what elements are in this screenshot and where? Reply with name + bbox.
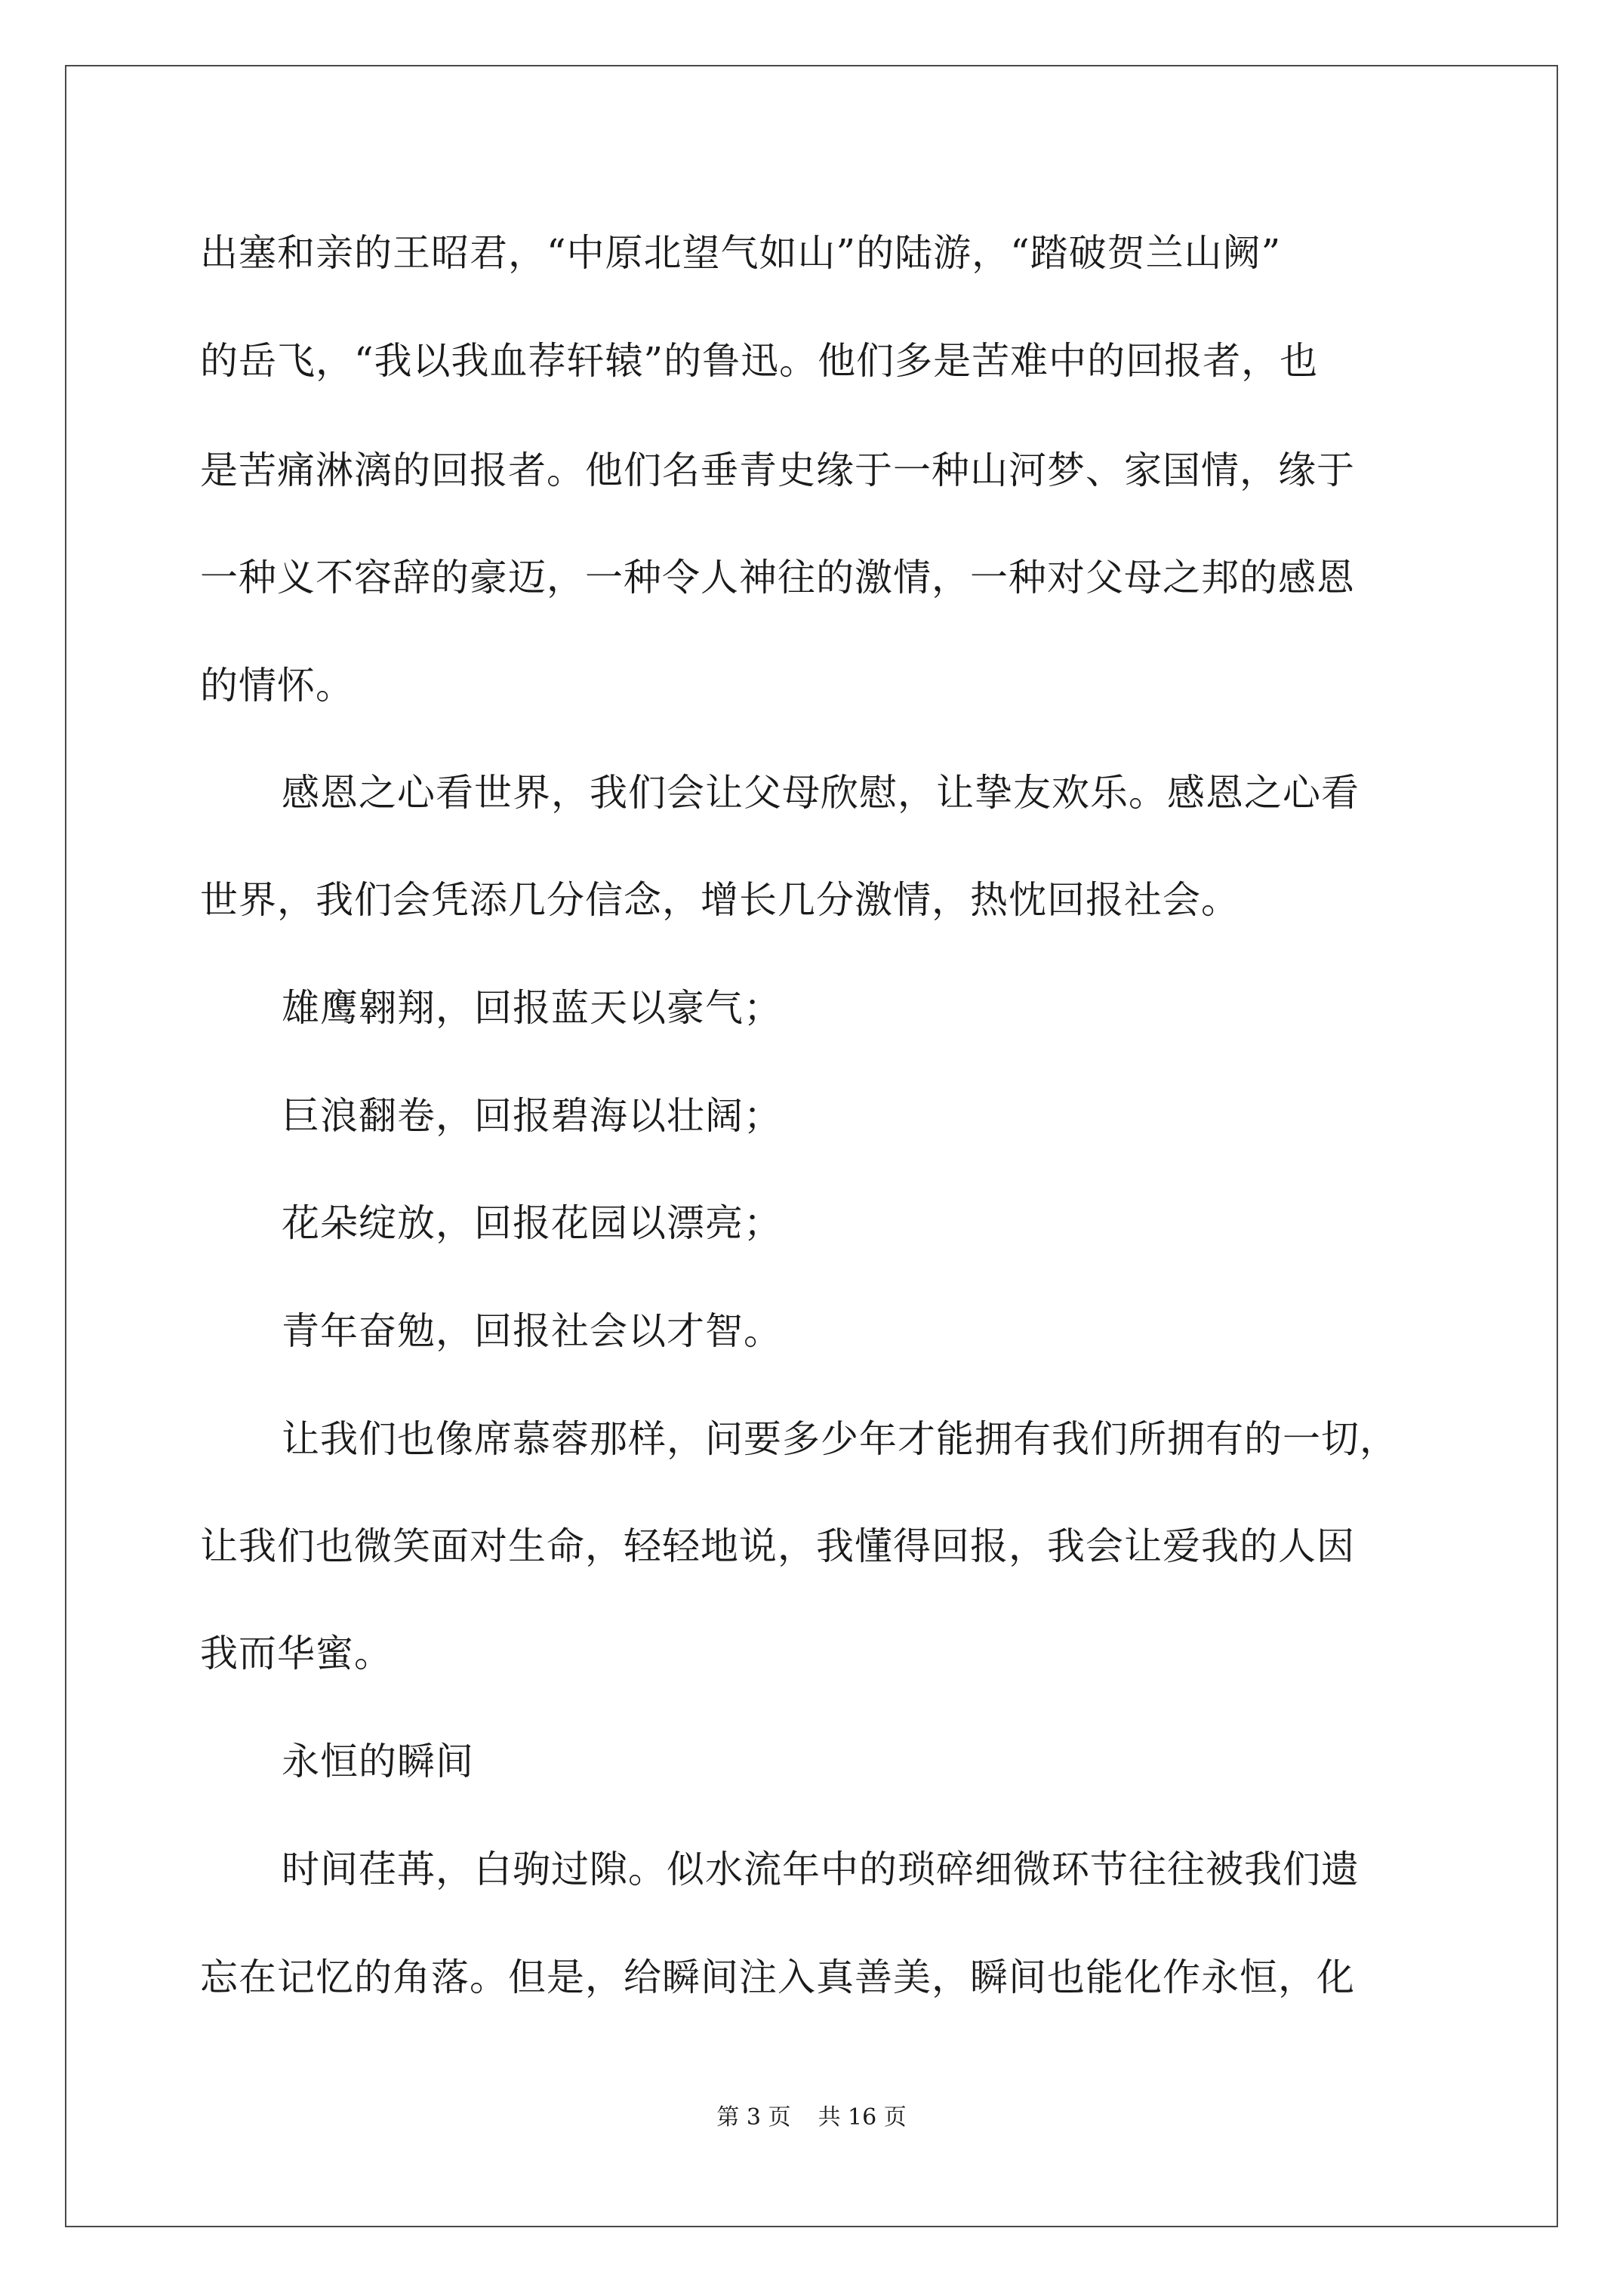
body-line: 忘在记忆的角落。但是，给瞬间注入真善美，瞬间也能化作永恒，化 bbox=[200, 1955, 1355, 1999]
body-line: 的岳飞，“我以我血荐轩辕”的鲁迅。他们多是苦难中的回报者，也 bbox=[200, 339, 1319, 383]
body-line: 时间荏苒，白驹过隙。似水流年中的琐碎细微环节往往被我们遗 bbox=[282, 1848, 1360, 1891]
body-line: 感恩之心看世界，我们会让父母欣慰，让挚友欢乐。感恩之心看 bbox=[282, 771, 1360, 815]
body-line: 世界，我们会凭添几分信念，增长几分激情，热忱回报社会。 bbox=[200, 878, 1240, 922]
page-total: 共 16 页 bbox=[818, 2104, 907, 2131]
page-number: 第 3 页 bbox=[716, 2104, 791, 2131]
body-line: 一种义不容辞的豪迈，一种令人神往的激情，一种对父母之邦的感恩 bbox=[200, 556, 1355, 599]
page-footer bbox=[0, 2103, 1623, 2133]
body-line: 巨浪翻卷，回报碧海以壮阔； bbox=[282, 1094, 782, 1138]
body-line: 花朵绽放，回报花园以漂亮； bbox=[282, 1201, 782, 1245]
body-line: 雄鹰翱翔，回报蓝天以豪气； bbox=[282, 986, 782, 1030]
body-line: 的情怀。 bbox=[200, 664, 354, 707]
body-line: 让我们也微笑面对生命，轻轻地说，我懂得回报，我会让爱我的人因 bbox=[200, 1524, 1355, 1568]
body-line: 让我们也像席慕蓉那样，问要多少年才能拥有我们所拥有的一切， bbox=[282, 1417, 1398, 1461]
page-border bbox=[65, 65, 1558, 2227]
body-line: 出塞和亲的王昭君，“中原北望气如山”的陆游，“踏破贺兰山阙” bbox=[200, 231, 1282, 275]
body-line: 我而华蜜。 bbox=[200, 1632, 393, 1675]
body-line: 是苦痛淋漓的回报者。他们名垂青史缘于一种山河梦、家国情，缘于 bbox=[200, 448, 1355, 492]
section-heading: 永恒的瞬间 bbox=[282, 1740, 474, 1783]
body-line: 青年奋勉，回报社会以才智。 bbox=[282, 1309, 782, 1353]
